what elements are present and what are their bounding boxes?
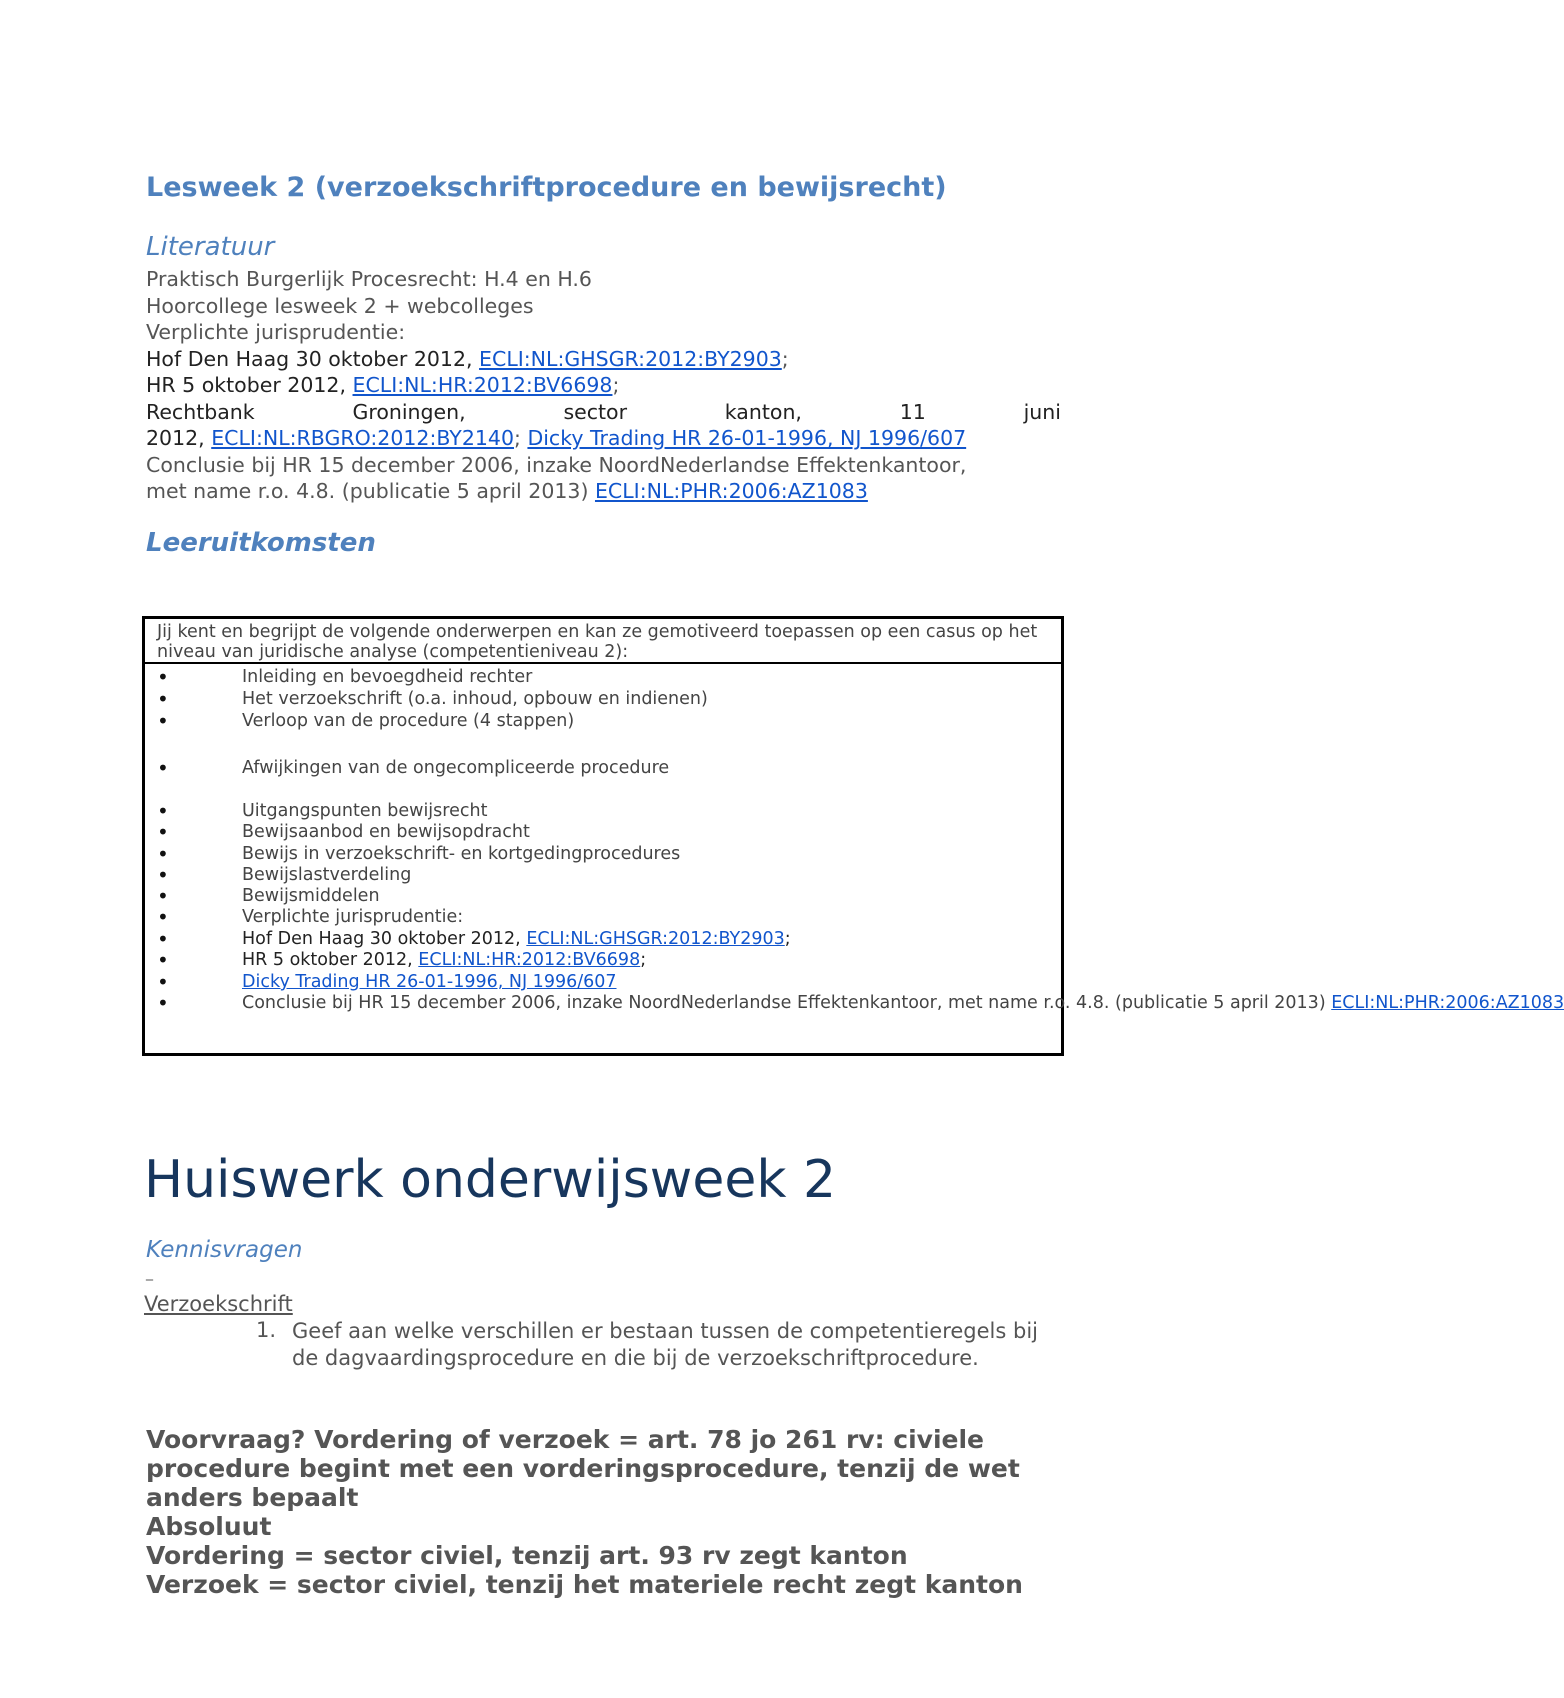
lesweek-heading: Lesweek 2 (verzoekschriftprocedure en bewijsrecht)	[146, 172, 947, 203]
bullet: •	[157, 970, 169, 994]
answer-line: Voorvraag? Vordering of verzoek = art. 78 jo 261 rv: civiele procedure begint met een vorderingsprocedure, tenzij de wet anders bepaalt	[146, 1425, 1020, 1512]
kennisvragen-heading: Kennisvragen	[146, 1237, 303, 1263]
jurisprudentie-hof-line: Hof Den Haag 30 oktober 2012, ECLI:NL:GHSGR:2012:BY2903;	[146, 346, 789, 371]
answer-line: Vordering = sector civiel, tenzij art. 93 rv zegt kanton	[146, 1541, 908, 1570]
bullet: •	[157, 842, 169, 866]
leeruitkomsten-table: Jij kent en begrijpt de volgende onderwerpen en kan ze gemotiveerd toepassen op een casus op het niveau van juridische analyse (competentieniveau 2): • Inleiding en bevoegdheid rechter • Het verzoekschrift (o.a. inhoud, opbouw en indienen) • Verloop van de procedure (4 stappen) • Afwijkingen van de ongecompliceerde procedure • Uitgangspunten bewijsrecht • Bewijsaanbod en bewijsopdracht • Bewijs in verzoekschrift- en kortgedingprocedures • Bewijslastverdeling • Bewijsmiddelen • Verplichte jurisprudentie: • Hof Den Haag 30 oktober 2012, ECLI:NL:GHSGR:2012:BY2903; • HR 5 oktober 2012, ECLI:NL:HR:2012:BV6698; • Dicky Trading HR 26-01-1996, NJ 1996/607 • Conclusie bij HR 15 december 2006, inzake NoordNederlandse Effektenkantoor, met name r.o. 4.8. (publicatie 5 april 2013) ECLI:NL:PHR:2006:AZ1083	[142, 616, 1064, 1056]
dicky-trading-link[interactable]: Dicky Trading HR 26-01-1996, NJ 1996/607	[242, 972, 617, 992]
huiswerk-heading: Huiswerk onderwijsweek 2	[144, 1150, 837, 1210]
literatuur-line: Verplichte jurisprudentie:	[146, 320, 406, 344]
bullet: •	[157, 709, 169, 733]
rechtbank-links-line: 2012, ECLI:NL:RBGRO:2012:BY2140; Dicky Trading HR 26-01-1996, NJ 1996/607	[146, 426, 967, 450]
ecli-phr-link[interactable]: ECLI:NL:PHR:2006:AZ1083	[1331, 993, 1564, 1013]
answer-line: Absoluut	[146, 1512, 272, 1541]
literatuur-heading: Literatuur	[146, 232, 275, 262]
bullet: •	[157, 948, 169, 972]
answer-line: Verzoek = sector civiel, tenzij het materiele recht zegt kanton	[146, 1570, 1023, 1599]
question-text: Geef aan welke verschillen er bestaan tussen de competentieregels bij de dagvaardingsprocedure en die bij de verzoekschriftprocedure.	[292, 1319, 1039, 1370]
answer-block	[146, 1425, 1096, 1599]
conclusie-line: Conclusie bij HR 15 december 2006, inzake NoordNederlandse Effektenkantoor,	[146, 452, 967, 477]
question-number: 1.	[256, 1318, 277, 1342]
literatuur-line: Hoorcollege lesweek 2 + webcolleges	[146, 293, 534, 318]
verzoekschrift-subheading: Verzoekschrift	[144, 1292, 293, 1316]
literatuur-block	[146, 266, 1061, 505]
bullet: •	[157, 665, 169, 689]
ecli-hr-link[interactable]: ECLI:NL:HR:2012:BV6698	[418, 950, 641, 970]
literatuur-line: Praktisch Burgerlijk Procesrecht: H.4 en H.6	[146, 267, 592, 291]
bullet: •	[157, 884, 169, 908]
jurisprudentie-hr-line: HR 5 oktober 2012, ECLI:NL:HR:2012:BV6698;	[146, 373, 620, 397]
ecli-ghsgr-link[interactable]: ECLI:NL:GHSGR:2012:BY2903	[526, 929, 785, 949]
bullet: •	[157, 991, 169, 1015]
underscore-mark: _	[146, 1265, 153, 1281]
conclusie-line-2: met name r.o. 4.8. (publicatie 5 april 2013) ECLI:NL:PHR:2006:AZ1083	[146, 479, 868, 503]
bullet: •	[157, 905, 169, 929]
ecli-phr-link[interactable]: ECLI:NL:PHR:2006:AZ1083	[594, 479, 868, 503]
table-header-cell: Jij kent en begrijpt de volgende onderwerpen en kan ze gemotiveerd toepassen op een casus op het niveau van juridische analyse (competentieniveau 2):	[145, 619, 1061, 664]
rechtbank-line: Rechtbank Groningen, sector kanton, 11 juni	[146, 399, 1061, 424]
dicky-trading-link[interactable]: Dicky Trading HR 26-01-1996, NJ 1996/607	[527, 426, 967, 450]
bullet: •	[157, 863, 169, 887]
bullet: •	[157, 687, 169, 711]
leeruitkomsten-heading: Leeruitkomsten	[146, 528, 376, 558]
conclusie-text: Conclusie bij HR 15 december 2006, inzake NoordNederlandse Effektenkantoor, met name r.o. 4.8. (publicatie 5 april 2013)	[242, 993, 1332, 1013]
bullet: •	[157, 756, 169, 780]
bullet: •	[157, 927, 169, 951]
bullet: •	[157, 820, 169, 844]
ecli-hr-link[interactable]: ECLI:NL:HR:2012:BV6698	[352, 373, 613, 397]
ecli-rbgro-link[interactable]: ECLI:NL:RBGRO:2012:BY2140	[211, 426, 514, 450]
ecli-ghsgr-link[interactable]: ECLI:NL:GHSGR:2012:BY2903	[479, 346, 782, 371]
bullet: •	[157, 799, 169, 823]
